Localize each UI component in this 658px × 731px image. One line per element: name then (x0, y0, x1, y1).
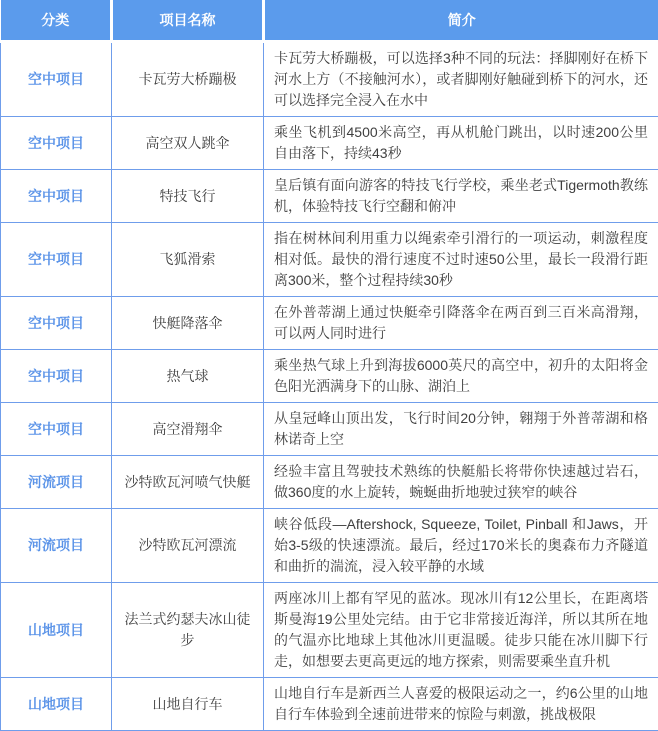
description-cell: 在外普蒂湖上通过快艇牵引降落伞在两百到三百米高滑翔，可以两人同时进行 (264, 297, 658, 350)
header-cell-category: 分类 (1, 0, 112, 42)
project-name-cell: 飞狐滑索 (112, 223, 264, 297)
description-cell: 峡谷低段—Aftershock, Squeeze, Toilet, Pinball 和Jaws，开始3-5级的快速漂流。最后，经过170米长的奥森布力齐隧道和曲折的湍流，浸入较平静的水域 (264, 509, 658, 583)
table-row (1, 170, 658, 223)
table-row (1, 403, 658, 456)
category-cell: 河流项目 (1, 456, 112, 509)
category-cell: 空中项目 (1, 170, 112, 223)
description-cell: 经验丰富且驾驶技术熟练的快艇船长将带你快速越过岩石，做360度的水上旋转，蜿蜒曲折地驶过狭窄的峡谷 (264, 456, 658, 509)
project-name-cell: 高空双人跳伞 (112, 117, 264, 170)
description-cell: 卡瓦劳大桥蹦极，可以选择3种不同的玩法：择脚刚好在桥下河水上方（不接触河水），或者脚刚好触碰到桥下的河水，还可以选择完全浸入在水中 (264, 42, 658, 117)
description-cell: 乘坐飞机到4500米高空，再从机舱门跳出，以时速200公里自由落下，持续43秒 (264, 117, 658, 170)
table-body (1, 42, 658, 731)
category-cell: 山地项目 (1, 678, 112, 731)
table-header (1, 0, 658, 42)
header-cell-description: 简介 (264, 0, 658, 42)
header-cell-name: 项目名称 (112, 0, 264, 42)
table-row (1, 297, 658, 350)
table-row (1, 42, 658, 117)
header-row (1, 0, 658, 42)
project-name-cell: 法兰式约瑟夫冰山徒步 (112, 583, 264, 678)
table-row (1, 678, 658, 731)
category-cell: 空中项目 (1, 297, 112, 350)
category-cell: 空中项目 (1, 350, 112, 403)
table-row (1, 509, 658, 583)
project-name-cell: 特技飞行 (112, 170, 264, 223)
project-name-cell: 沙特欧瓦河漂流 (112, 509, 264, 583)
project-name-cell: 卡瓦劳大桥蹦极 (112, 42, 264, 117)
description-cell: 从皇冠峰山顶出发，飞行时间20分钟，翱翔于外普蒂湖和格林诺奇上空 (264, 403, 658, 456)
project-name-cell: 山地自行车 (112, 678, 264, 731)
table-row (1, 223, 658, 297)
category-cell: 河流项目 (1, 509, 112, 583)
project-name-cell: 快艇降落伞 (112, 297, 264, 350)
table-row (1, 456, 658, 509)
table-row (1, 117, 658, 170)
project-name-cell: 热气球 (112, 350, 264, 403)
description-cell: 皇后镇有面向游客的特技飞行学校，乘坐老式Tigermoth教练机，体验特技飞行空翻和俯冲 (264, 170, 658, 223)
project-name-cell: 高空滑翔伞 (112, 403, 264, 456)
category-cell: 空中项目 (1, 117, 112, 170)
table-row (1, 350, 658, 403)
category-cell: 空中项目 (1, 42, 112, 117)
table-row (1, 583, 658, 678)
category-cell: 山地项目 (1, 583, 112, 678)
category-cell: 空中项目 (1, 403, 112, 456)
description-cell: 山地自行车是新西兰人喜爱的极限运动之一，约6公里的山地自行车体验到全速前进带来的惊险与刺激，挑战极限 (264, 678, 658, 731)
description-cell: 指在树林间利用重力以绳索牵引滑行的一项运动，刺激程度相对低。最快的滑行速度不过时速50公里，最长一段滑行距离300米，整个过程持续30秒 (264, 223, 658, 297)
project-name-cell: 沙特欧瓦河喷气快艇 (112, 456, 264, 509)
description-cell: 乘坐热气球上升到海拔6000英尺的高空中，初升的太阳将金色阳光洒满身下的山脉、湖泊上 (264, 350, 658, 403)
description-cell: 两座冰川上都有罕见的蓝冰。现冰川有12公里长，在距离塔斯曼海19公里处完结。由于它非常接近海洋，所以其所在地的气温亦比地球上其他冰川更温暖。徒步只能在冰川脚下行走，如想要去更高更远的地方探索，则需要乘坐直升机 (264, 583, 658, 678)
category-cell: 空中项目 (1, 223, 112, 297)
